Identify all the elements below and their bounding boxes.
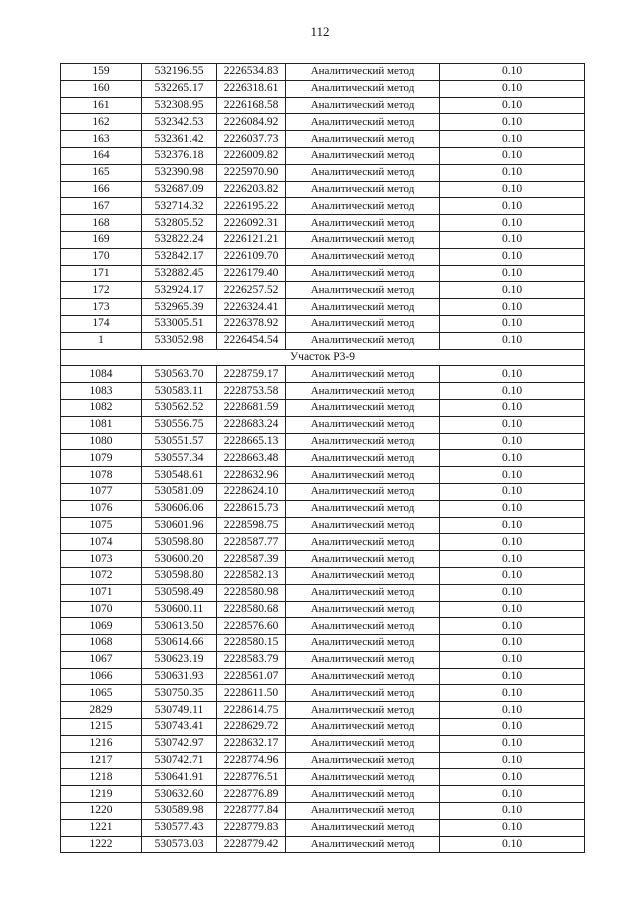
table-row <box>61 131 585 148</box>
error-value-cell: 0.10 <box>440 131 585 148</box>
table-row <box>61 500 585 517</box>
error-value-cell: 0.10 <box>440 752 585 769</box>
point-number-cell: 1222 <box>61 836 142 853</box>
coord-y-cell: 2228580.15 <box>217 635 286 652</box>
point-number-cell: 1072 <box>61 567 142 584</box>
coord-x-cell: 530563.70 <box>142 366 217 383</box>
error-value-cell: 0.10 <box>440 567 585 584</box>
table-group-2 <box>61 366 585 853</box>
point-number-cell: 1221 <box>61 819 142 836</box>
coord-x-cell: 530614.66 <box>142 635 217 652</box>
coord-x-cell: 530613.50 <box>142 618 217 635</box>
point-number-cell: 167 <box>61 198 142 215</box>
table-row <box>61 752 585 769</box>
error-value-cell: 0.10 <box>440 668 585 685</box>
coord-y-cell: 2228629.72 <box>217 719 286 736</box>
coord-y-cell: 2228598.75 <box>217 517 286 534</box>
error-value-cell: 0.10 <box>440 383 585 400</box>
coord-x-cell: 530600.20 <box>142 551 217 568</box>
error-value-cell: 0.10 <box>440 735 585 752</box>
coord-x-cell: 530556.75 <box>142 416 217 433</box>
coord-y-cell: 2228777.84 <box>217 803 286 820</box>
table-row <box>61 702 585 719</box>
point-number-cell: 1070 <box>61 601 142 618</box>
error-value-cell: 0.10 <box>440 433 585 450</box>
coord-x-cell: 530573.03 <box>142 836 217 853</box>
coord-y-cell: 2228759.17 <box>217 366 286 383</box>
table-row <box>61 819 585 836</box>
error-value-cell: 0.10 <box>440 164 585 181</box>
point-number-cell: 1079 <box>61 450 142 467</box>
coord-y-cell: 2228583.79 <box>217 651 286 668</box>
coord-y-cell: 2226084.92 <box>217 114 286 131</box>
method-cell: Аналитический метод <box>286 567 440 584</box>
table-row <box>61 299 585 316</box>
error-value-cell: 0.10 <box>440 819 585 836</box>
point-number-cell: 1 <box>61 332 142 349</box>
error-value-cell: 0.10 <box>440 719 585 736</box>
point-number-cell: 1075 <box>61 517 142 534</box>
method-cell: Аналитический метод <box>286 383 440 400</box>
coord-x-cell: 530631.93 <box>142 668 217 685</box>
coord-x-cell: 530557.34 <box>142 450 217 467</box>
method-cell: Аналитический метод <box>286 618 440 635</box>
point-number-cell: 173 <box>61 299 142 316</box>
coord-y-cell: 2228624.10 <box>217 483 286 500</box>
coord-y-cell: 2228663.48 <box>217 450 286 467</box>
table-row <box>61 265 585 282</box>
coord-y-cell: 2226037.73 <box>217 131 286 148</box>
error-value-cell: 0.10 <box>440 769 585 786</box>
method-cell: Аналитический метод <box>286 114 440 131</box>
table-row <box>61 215 585 232</box>
error-value-cell: 0.10 <box>440 467 585 484</box>
method-cell: Аналитический метод <box>286 181 440 198</box>
coord-y-cell: 2228683.24 <box>217 416 286 433</box>
point-number-cell: 160 <box>61 80 142 97</box>
coord-x-cell: 530743.41 <box>142 719 217 736</box>
table-row <box>61 601 585 618</box>
error-value-cell: 0.10 <box>440 786 585 803</box>
coord-y-cell: 2228774.96 <box>217 752 286 769</box>
method-cell: Аналитический метод <box>286 786 440 803</box>
coord-y-cell: 2228614.75 <box>217 702 286 719</box>
point-number-cell: 1076 <box>61 500 142 517</box>
section-title: Участок Р3-9 <box>61 349 585 366</box>
point-number-cell: 165 <box>61 164 142 181</box>
table-row <box>61 366 585 383</box>
coord-y-cell: 2228681.59 <box>217 399 286 416</box>
coord-x-cell: 530742.97 <box>142 735 217 752</box>
error-value-cell: 0.10 <box>440 651 585 668</box>
table-row <box>61 836 585 853</box>
error-value-cell: 0.10 <box>440 618 585 635</box>
coord-y-cell: 2226092.31 <box>217 215 286 232</box>
coord-x-cell: 532308.95 <box>142 97 217 114</box>
table-row <box>61 567 585 584</box>
error-value-cell: 0.10 <box>440 517 585 534</box>
point-number-cell: 159 <box>61 64 142 81</box>
error-value-cell: 0.10 <box>440 416 585 433</box>
point-number-cell: 172 <box>61 282 142 299</box>
table-row <box>61 416 585 433</box>
table-group-1 <box>61 64 585 350</box>
coord-y-cell: 2228587.39 <box>217 551 286 568</box>
coord-y-cell: 2228582.13 <box>217 567 286 584</box>
coord-x-cell: 532822.24 <box>142 231 217 248</box>
coord-x-cell: 532842.17 <box>142 248 217 265</box>
table-row <box>61 332 585 349</box>
method-cell: Аналитический метод <box>286 248 440 265</box>
method-cell: Аналитический метод <box>286 315 440 332</box>
table-row <box>61 769 585 786</box>
coord-x-cell: 530551.57 <box>142 433 217 450</box>
coord-y-cell: 2226009.82 <box>217 147 286 164</box>
point-number-cell: 1071 <box>61 584 142 601</box>
error-value-cell: 0.10 <box>440 299 585 316</box>
method-cell: Аналитический метод <box>286 282 440 299</box>
method-cell: Аналитический метод <box>286 651 440 668</box>
table-row <box>61 735 585 752</box>
coord-y-cell: 2226324.41 <box>217 299 286 316</box>
coord-y-cell: 2226109.70 <box>217 248 286 265</box>
coord-x-cell: 530749.11 <box>142 702 217 719</box>
method-cell: Аналитический метод <box>286 803 440 820</box>
coord-y-cell: 2226121.21 <box>217 231 286 248</box>
table-row <box>61 248 585 265</box>
table-row <box>61 231 585 248</box>
coord-x-cell: 532376.18 <box>142 147 217 164</box>
error-value-cell: 0.10 <box>440 80 585 97</box>
coord-x-cell: 532882.45 <box>142 265 217 282</box>
error-value-cell: 0.10 <box>440 147 585 164</box>
point-number-cell: 1067 <box>61 651 142 668</box>
error-value-cell: 0.10 <box>440 215 585 232</box>
table-row <box>61 64 585 81</box>
coord-x-cell: 530577.43 <box>142 819 217 836</box>
method-cell: Аналитический метод <box>286 265 440 282</box>
table-row <box>61 551 585 568</box>
point-number-cell: 1081 <box>61 416 142 433</box>
table-row <box>61 399 585 416</box>
coord-x-cell: 533005.51 <box>142 315 217 332</box>
error-value-cell: 0.10 <box>440 332 585 349</box>
method-cell: Аналитический метод <box>286 668 440 685</box>
method-cell: Аналитический метод <box>286 719 440 736</box>
point-number-cell: 168 <box>61 215 142 232</box>
coord-y-cell: 2228665.13 <box>217 433 286 450</box>
point-number-cell: 1083 <box>61 383 142 400</box>
error-value-cell: 0.10 <box>440 551 585 568</box>
method-cell: Аналитический метод <box>286 164 440 181</box>
error-value-cell: 0.10 <box>440 366 585 383</box>
method-cell: Аналитический метод <box>286 433 440 450</box>
method-cell: Аналитический метод <box>286 819 440 836</box>
method-cell: Аналитический метод <box>286 752 440 769</box>
coord-y-cell: 2226179.40 <box>217 265 286 282</box>
point-number-cell: 161 <box>61 97 142 114</box>
coord-y-cell: 2226378.92 <box>217 315 286 332</box>
coord-x-cell: 532805.52 <box>142 215 217 232</box>
error-value-cell: 0.10 <box>440 114 585 131</box>
table-row <box>61 114 585 131</box>
coord-y-cell: 2228580.98 <box>217 584 286 601</box>
error-value-cell: 0.10 <box>440 836 585 853</box>
coord-y-cell: 2226168.58 <box>217 97 286 114</box>
method-cell: Аналитический метод <box>286 215 440 232</box>
method-cell: Аналитический метод <box>286 517 440 534</box>
error-value-cell: 0.10 <box>440 500 585 517</box>
table-row <box>61 803 585 820</box>
point-number-cell: 1065 <box>61 685 142 702</box>
table-row <box>61 635 585 652</box>
table-row <box>61 450 585 467</box>
table-row <box>61 198 585 215</box>
coord-x-cell: 530583.11 <box>142 383 217 400</box>
coord-x-cell: 532196.55 <box>142 64 217 81</box>
coord-x-cell: 532687.09 <box>142 181 217 198</box>
error-value-cell: 0.10 <box>440 483 585 500</box>
method-cell: Аналитический метод <box>286 416 440 433</box>
coord-y-cell: 2228776.51 <box>217 769 286 786</box>
method-cell: Аналитический метод <box>286 551 440 568</box>
coord-x-cell: 530581.09 <box>142 483 217 500</box>
error-value-cell: 0.10 <box>440 282 585 299</box>
table-row <box>61 147 585 164</box>
point-number-cell: 1216 <box>61 735 142 752</box>
coord-x-cell: 530562.52 <box>142 399 217 416</box>
point-number-cell: 1220 <box>61 803 142 820</box>
error-value-cell: 0.10 <box>440 198 585 215</box>
coord-y-cell: 2228632.96 <box>217 467 286 484</box>
point-number-cell: 1080 <box>61 433 142 450</box>
method-cell: Аналитический метод <box>286 483 440 500</box>
table-row <box>61 668 585 685</box>
method-cell: Аналитический метод <box>286 500 440 517</box>
point-number-cell: 162 <box>61 114 142 131</box>
point-number-cell: 1078 <box>61 467 142 484</box>
point-number-cell: 169 <box>61 231 142 248</box>
coord-x-cell: 532342.53 <box>142 114 217 131</box>
point-number-cell: 1066 <box>61 668 142 685</box>
method-cell: Аналитический метод <box>286 584 440 601</box>
coord-y-cell: 2228561.07 <box>217 668 286 685</box>
error-value-cell: 0.10 <box>440 399 585 416</box>
table-row <box>61 719 585 736</box>
coord-x-cell: 530589.98 <box>142 803 217 820</box>
coordinates-table <box>60 63 585 853</box>
coord-y-cell: 2228779.42 <box>217 836 286 853</box>
method-cell: Аналитический метод <box>286 366 440 383</box>
method-cell: Аналитический метод <box>286 80 440 97</box>
error-value-cell: 0.10 <box>440 534 585 551</box>
coord-y-cell: 2228587.77 <box>217 534 286 551</box>
point-number-cell: 1077 <box>61 483 142 500</box>
method-cell: Аналитический метод <box>286 769 440 786</box>
method-cell: Аналитический метод <box>286 702 440 719</box>
table-row <box>61 517 585 534</box>
coord-x-cell: 533052.98 <box>142 332 217 349</box>
method-cell: Аналитический метод <box>286 198 440 215</box>
table-row <box>61 181 585 198</box>
coord-y-cell: 2226257.52 <box>217 282 286 299</box>
point-number-cell: 1084 <box>61 366 142 383</box>
method-cell: Аналитический метод <box>286 635 440 652</box>
point-number-cell: 1219 <box>61 786 142 803</box>
coord-x-cell: 530600.11 <box>142 601 217 618</box>
method-cell: Аналитический метод <box>286 534 440 551</box>
table-row <box>61 282 585 299</box>
table-row <box>61 383 585 400</box>
method-cell: Аналитический метод <box>286 836 440 853</box>
table-row <box>61 534 585 551</box>
coord-x-cell: 530598.80 <box>142 567 217 584</box>
error-value-cell: 0.10 <box>440 635 585 652</box>
coord-x-cell: 530548.61 <box>142 467 217 484</box>
error-value-cell: 0.10 <box>440 601 585 618</box>
method-cell: Аналитический метод <box>286 735 440 752</box>
coord-x-cell: 530641.91 <box>142 769 217 786</box>
point-number-cell: 2829 <box>61 702 142 719</box>
table-row <box>61 618 585 635</box>
method-cell: Аналитический метод <box>286 399 440 416</box>
error-value-cell: 0.10 <box>440 64 585 81</box>
method-cell: Аналитический метод <box>286 147 440 164</box>
table-row <box>61 584 585 601</box>
table-row <box>61 433 585 450</box>
point-number-cell: 1074 <box>61 534 142 551</box>
error-value-cell: 0.10 <box>440 685 585 702</box>
error-value-cell: 0.10 <box>440 265 585 282</box>
coord-x-cell: 530606.06 <box>142 500 217 517</box>
coord-x-cell: 532965.39 <box>142 299 217 316</box>
method-cell: Аналитический метод <box>286 97 440 114</box>
table-row <box>61 97 585 114</box>
point-number-cell: 1068 <box>61 635 142 652</box>
section-row <box>61 349 585 366</box>
coord-y-cell: 2225970.90 <box>217 164 286 181</box>
coord-x-cell: 530601.96 <box>142 517 217 534</box>
point-number-cell: 170 <box>61 248 142 265</box>
error-value-cell: 0.10 <box>440 231 585 248</box>
coord-x-cell: 530750.35 <box>142 685 217 702</box>
point-number-cell: 171 <box>61 265 142 282</box>
section-header-row-group <box>61 349 585 366</box>
coord-y-cell: 2226318.61 <box>217 80 286 97</box>
error-value-cell: 0.10 <box>440 315 585 332</box>
coord-y-cell: 2226195.22 <box>217 198 286 215</box>
page-number: 112 <box>310 24 330 39</box>
method-cell: Аналитический метод <box>286 299 440 316</box>
coord-y-cell: 2226203.82 <box>217 181 286 198</box>
error-value-cell: 0.10 <box>440 702 585 719</box>
coord-y-cell: 2226454.54 <box>217 332 286 349</box>
table-row <box>61 315 585 332</box>
coord-y-cell: 2228632.17 <box>217 735 286 752</box>
point-number-cell: 163 <box>61 131 142 148</box>
coord-y-cell: 2226534.83 <box>217 64 286 81</box>
method-cell: Аналитический метод <box>286 685 440 702</box>
coord-x-cell: 532924.17 <box>142 282 217 299</box>
coord-x-cell: 532265.17 <box>142 80 217 97</box>
coord-y-cell: 2228615.73 <box>217 500 286 517</box>
coord-y-cell: 2228779.83 <box>217 819 286 836</box>
point-number-cell: 1218 <box>61 769 142 786</box>
point-number-cell: 174 <box>61 315 142 332</box>
method-cell: Аналитический метод <box>286 231 440 248</box>
method-cell: Аналитический метод <box>286 601 440 618</box>
method-cell: Аналитический метод <box>286 64 440 81</box>
table-row <box>61 483 585 500</box>
error-value-cell: 0.10 <box>440 450 585 467</box>
coord-x-cell: 530623.19 <box>142 651 217 668</box>
error-value-cell: 0.10 <box>440 584 585 601</box>
method-cell: Аналитический метод <box>286 131 440 148</box>
coord-y-cell: 2228776.89 <box>217 786 286 803</box>
coord-x-cell: 530598.80 <box>142 534 217 551</box>
method-cell: Аналитический метод <box>286 467 440 484</box>
coord-y-cell: 2228611.50 <box>217 685 286 702</box>
point-number-cell: 1217 <box>61 752 142 769</box>
coord-y-cell: 2228753.58 <box>217 383 286 400</box>
coord-x-cell: 532714.32 <box>142 198 217 215</box>
method-cell: Аналитический метод <box>286 332 440 349</box>
error-value-cell: 0.10 <box>440 248 585 265</box>
point-number-cell: 166 <box>61 181 142 198</box>
table-row <box>61 467 585 484</box>
point-number-cell: 1082 <box>61 399 142 416</box>
coord-x-cell: 532361.42 <box>142 131 217 148</box>
table-row <box>61 164 585 181</box>
table-row <box>61 685 585 702</box>
coord-y-cell: 2228576.60 <box>217 618 286 635</box>
coord-x-cell: 530632.60 <box>142 786 217 803</box>
coord-y-cell: 2228580.68 <box>217 601 286 618</box>
method-cell: Аналитический метод <box>286 450 440 467</box>
coord-x-cell: 530598.49 <box>142 584 217 601</box>
point-number-cell: 164 <box>61 147 142 164</box>
table-row <box>61 80 585 97</box>
table-row <box>61 786 585 803</box>
point-number-cell: 1073 <box>61 551 142 568</box>
error-value-cell: 0.10 <box>440 97 585 114</box>
point-number-cell: 1215 <box>61 719 142 736</box>
coord-x-cell: 530742.71 <box>142 752 217 769</box>
error-value-cell: 0.10 <box>440 803 585 820</box>
table-row <box>61 651 585 668</box>
error-value-cell: 0.10 <box>440 181 585 198</box>
coord-x-cell: 532390.98 <box>142 164 217 181</box>
point-number-cell: 1069 <box>61 618 142 635</box>
